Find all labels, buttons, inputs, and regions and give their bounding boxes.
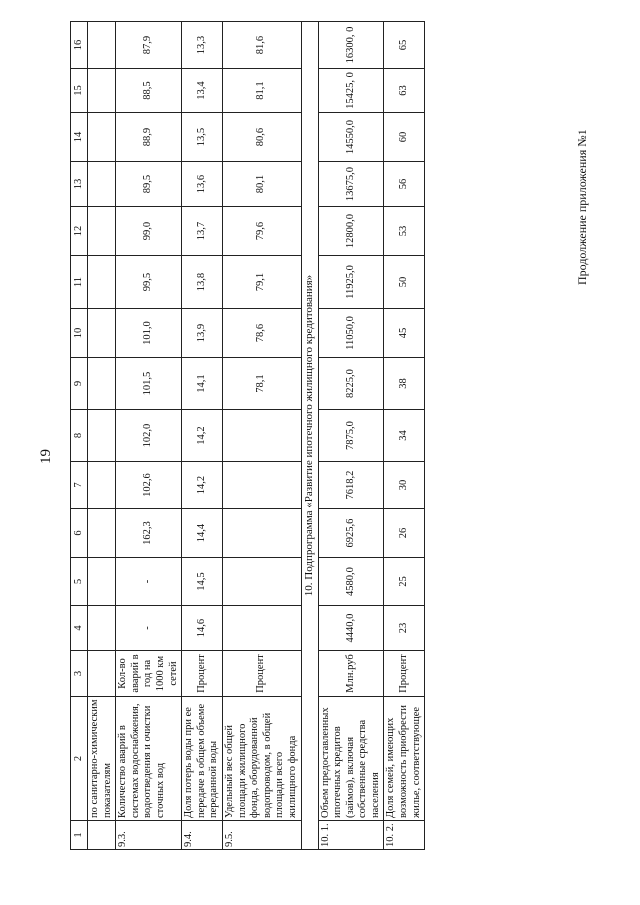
table-row — [182, 22, 223, 850]
table-cell: 7 — [71, 462, 88, 509]
subprogram-row — [301, 22, 318, 850]
table-cell: 8 — [71, 410, 88, 462]
table-cell: Количество аварий в системах водоснабжения, водоотведения и очистки сточных вод — [116, 697, 182, 821]
table-cell: 10. 2. — [384, 821, 425, 850]
table-cell — [88, 821, 116, 850]
table-cell: 102,6 — [116, 462, 182, 509]
table-cell: 12 — [71, 207, 88, 256]
table-cell: 56 — [384, 162, 425, 207]
table-cell: 88,5 — [116, 69, 182, 113]
table-cell: 13,3 — [182, 22, 223, 69]
table-cell: 101,0 — [116, 309, 182, 358]
table-cell — [88, 22, 116, 69]
table-cell: 6 — [71, 509, 88, 558]
table-cell: 14,5 — [182, 558, 223, 606]
table-cell: 81,1 — [222, 69, 301, 113]
continuation-label: Продолжение приложения №1 — [575, 129, 589, 285]
table-cell: 5 — [71, 558, 88, 606]
table-cell — [88, 558, 116, 606]
table-row — [88, 22, 116, 850]
table-cell: 3 — [71, 651, 88, 697]
table-cell — [88, 462, 116, 509]
table-cell: 78,6 — [222, 309, 301, 358]
table-cell: 30 — [384, 462, 425, 509]
table-cell: 162,3 — [116, 509, 182, 558]
table-cell: 45 — [384, 309, 425, 358]
table-cell — [88, 69, 116, 113]
table-cell: 25 — [384, 558, 425, 606]
table-cell — [88, 309, 116, 358]
table-cell: Доля потерь воды при ее передаче в общем объеме переданной воды — [182, 697, 223, 821]
table-cell: 63 — [384, 69, 425, 113]
table-cell: Процент — [384, 651, 425, 697]
table-cell: 26 — [384, 509, 425, 558]
table-cell: 53 — [384, 207, 425, 256]
table-cell: 9.4. — [182, 821, 223, 850]
table-cell: 34 — [384, 410, 425, 462]
table-cell: 60 — [384, 113, 425, 162]
table-cell: 81,6 — [222, 22, 301, 69]
table-cell — [88, 651, 116, 697]
table-cell: 10 — [71, 309, 88, 358]
table-cell: 12800,0 — [318, 207, 384, 256]
table-cell: 101,5 — [116, 358, 182, 410]
table-cell — [222, 509, 301, 558]
table-cell — [88, 162, 116, 207]
table-cell: - — [116, 606, 182, 651]
table-cell: 11925,0 — [318, 256, 384, 309]
table-cell: Процент — [182, 651, 223, 697]
table-cell: 13,5 — [182, 113, 223, 162]
table-cell: 13,8 — [182, 256, 223, 309]
table-cell: 80,6 — [222, 113, 301, 162]
table-cell — [88, 113, 116, 162]
table-cell — [222, 410, 301, 462]
table-cell — [88, 410, 116, 462]
subprogram-title: 10. Подпрограмма «Развитие ипотечного жилищного кредитования» — [301, 22, 318, 850]
table-cell: 15 — [71, 69, 88, 113]
table-cell: 38 — [384, 358, 425, 410]
table-cell: по санитарно-химическим показателям — [88, 697, 116, 821]
indicators-table — [70, 21, 425, 850]
table-cell: 65 — [384, 22, 425, 69]
table-row — [116, 22, 182, 850]
table-cell: - — [116, 558, 182, 606]
table-cell: Млн.руб — [318, 651, 384, 697]
table-cell — [222, 558, 301, 606]
table-cell — [222, 462, 301, 509]
table-cell: 99,5 — [116, 256, 182, 309]
table-cell: 87,9 — [116, 22, 182, 69]
table-cell: 14550,0 — [318, 113, 384, 162]
table-cell: 11 — [71, 256, 88, 309]
table-cell: 50 — [384, 256, 425, 309]
table-cell: 13675,0 — [318, 162, 384, 207]
table-cell: 14,6 — [182, 606, 223, 651]
table-cell: 14,1 — [182, 358, 223, 410]
table-cell: Удельный вес общей площади жилищного фонда, оборудованной водопроводом, в общей площади всего жилищного фонда — [222, 697, 301, 821]
table-cell: 13 — [71, 162, 88, 207]
table-row — [222, 22, 301, 850]
table-cell: 4 — [71, 606, 88, 651]
table-cell: 99,0 — [116, 207, 182, 256]
table-cell: 102,0 — [116, 410, 182, 462]
header-row — [71, 22, 88, 850]
table-cell: 13,4 — [182, 69, 223, 113]
table-cell: Объем предоставленных ипотечных кредитов (займов), включая собственные средства населения — [318, 697, 384, 821]
table-cell: 89,5 — [116, 162, 182, 207]
table-cell: 23 — [384, 606, 425, 651]
table-cell: 9 — [71, 358, 88, 410]
table-cell: 14,2 — [182, 410, 223, 462]
table-cell: 4440,0 — [318, 606, 384, 651]
table-row — [384, 22, 425, 850]
table-cell: 13,6 — [182, 162, 223, 207]
table-cell: 13,9 — [182, 309, 223, 358]
table-cell: 79,1 — [222, 256, 301, 309]
table-cell: 7875,0 — [318, 410, 384, 462]
table-cell: 10. 1. — [318, 821, 384, 850]
table-cell — [88, 606, 116, 651]
table-cell: 7618,2 — [318, 462, 384, 509]
table-cell — [88, 207, 116, 256]
table-cell: 80,1 — [222, 162, 301, 207]
table-cell: Процент — [222, 651, 301, 697]
table-cell: 2 — [71, 697, 88, 821]
table-row — [318, 22, 384, 850]
table-cell: 9.5. — [222, 821, 301, 850]
table-cell: 78,1 — [222, 358, 301, 410]
table-cell — [88, 256, 116, 309]
table-cell: Кол-во аварий в год на 1000 км сетей — [116, 651, 182, 697]
table-cell: 4580,0 — [318, 558, 384, 606]
table-cell: 13,7 — [182, 207, 223, 256]
table-cell — [88, 509, 116, 558]
page-number: 19 — [38, 449, 54, 464]
table-cell: 11050,0 — [318, 309, 384, 358]
table-cell: Доля семей, имеющих возможность приобрести жилье, соответствующее — [384, 697, 425, 821]
table-cell: 14,2 — [182, 462, 223, 509]
table-cell — [222, 606, 301, 651]
table-cell: 14,4 — [182, 509, 223, 558]
table-cell: 14 — [71, 113, 88, 162]
table-cell: 15425, 0 — [318, 69, 384, 113]
table-cell: 8225,0 — [318, 358, 384, 410]
table-cell: 16300, 0 — [318, 22, 384, 69]
table-cell: 1 — [71, 821, 88, 850]
table-cell: 9.3. — [116, 821, 182, 850]
table-cell: 6925,6 — [318, 509, 384, 558]
table-cell: 79,6 — [222, 207, 301, 256]
table-cell: 16 — [71, 22, 88, 69]
table-cell — [88, 358, 116, 410]
table-cell: 88,9 — [116, 113, 182, 162]
